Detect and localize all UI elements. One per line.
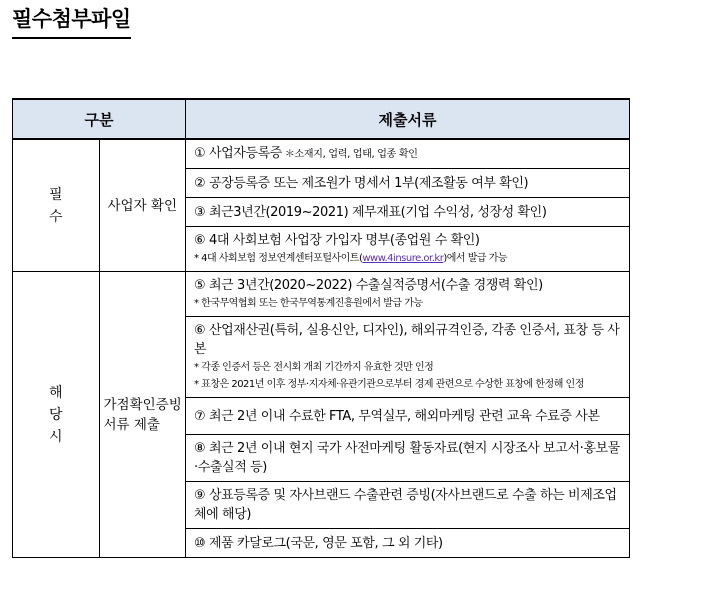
group-label-applicable <box>13 272 100 558</box>
doc-item <box>186 227 630 272</box>
insure-portal-link[interactable]: www.4insure.or.kr <box>362 253 444 264</box>
header-row <box>13 99 630 139</box>
subcategory-bonus-evidence: 가점확인증빙서류 제출 <box>99 272 186 558</box>
doc-suffix: ＊소재지, 업력, 업태, 업종 확인 <box>281 149 418 160</box>
doc-main: ⑤ 최근 3년간(2020~2022) 수출실적증명서(수출 경쟁력 확인) <box>194 278 543 293</box>
table-row <box>13 139 630 169</box>
table-row <box>13 272 630 317</box>
doc-item: ⑦ 최근 2년 이내 수료한 FTA, 무역실무, 해외마케팅 관련 교육 수료증 사본 <box>186 398 630 435</box>
doc-note: * 각종 인증서 등은 전시회 개최 기간까지 유효한 것만 인정 <box>194 362 434 373</box>
attachments-table <box>12 98 630 558</box>
doc-main: ① 사업자등록증 <box>194 146 282 161</box>
group-label-char: 수 <box>48 208 63 225</box>
group-label-required <box>13 139 100 272</box>
doc-main: ⑥ 4대 사회보험 사업장 가입자 명부(종업원 수 확인) <box>194 233 480 248</box>
doc-item: ② 공장등록증 또는 제조원가 명세서 1부(제조활동 여부 확인) <box>186 169 630 198</box>
note-text: * 4대 사회보험 정보연계센터포털사이트( <box>194 253 363 264</box>
doc-item: ⑧ 최근 2년 이내 현지 국가 사전마케팅 활동자료(현지 시장조사 보고서·홍보물·수출실적 등) <box>186 435 630 482</box>
doc-item: ⑨ 상표등록증 및 자사브랜드 수출관련 증빙(자사브랜드로 수출 하는 비제조업체에 해당) <box>186 482 630 529</box>
group-label-char: 해 <box>48 384 63 401</box>
doc-note <box>194 250 621 267</box>
doc-item: ③ 최근3년간(2019~2021) 제무재표(기업 수익성, 성장성 확인) <box>186 198 630 227</box>
group-label-char: 시 <box>48 428 63 445</box>
doc-item <box>186 272 630 317</box>
doc-note: * 한국무역협회 또는 한국무역통계진흥원에서 발급 가능 <box>194 298 423 309</box>
doc-note: * 표창은 2021년 이후 정부·지자체·유관기관으로부터 경제 관련으로 수상한 표창에 한정해 인정 <box>194 379 584 390</box>
page-title: 필수첨부파일 <box>12 4 131 39</box>
doc-item <box>186 317 630 398</box>
header-documents: 제출서류 <box>186 99 630 139</box>
group-label-char: 필 <box>48 186 63 203</box>
doc-main: ⑥ 산업재산권(특허, 실용신안, 디자인), 해외규격인증, 각종 인증서, 표창 등 사본 <box>194 323 620 357</box>
doc-item: ⑩ 제품 카달로그(국문, 영문 포함, 그 외 기타) <box>186 529 630 558</box>
doc-item <box>186 139 630 169</box>
group-label-char: 당 <box>48 406 63 423</box>
header-category: 구분 <box>13 99 186 139</box>
subcategory-business-check: 사업자 확인 <box>99 139 186 272</box>
note-text: )에서 발급 가능 <box>443 253 508 264</box>
